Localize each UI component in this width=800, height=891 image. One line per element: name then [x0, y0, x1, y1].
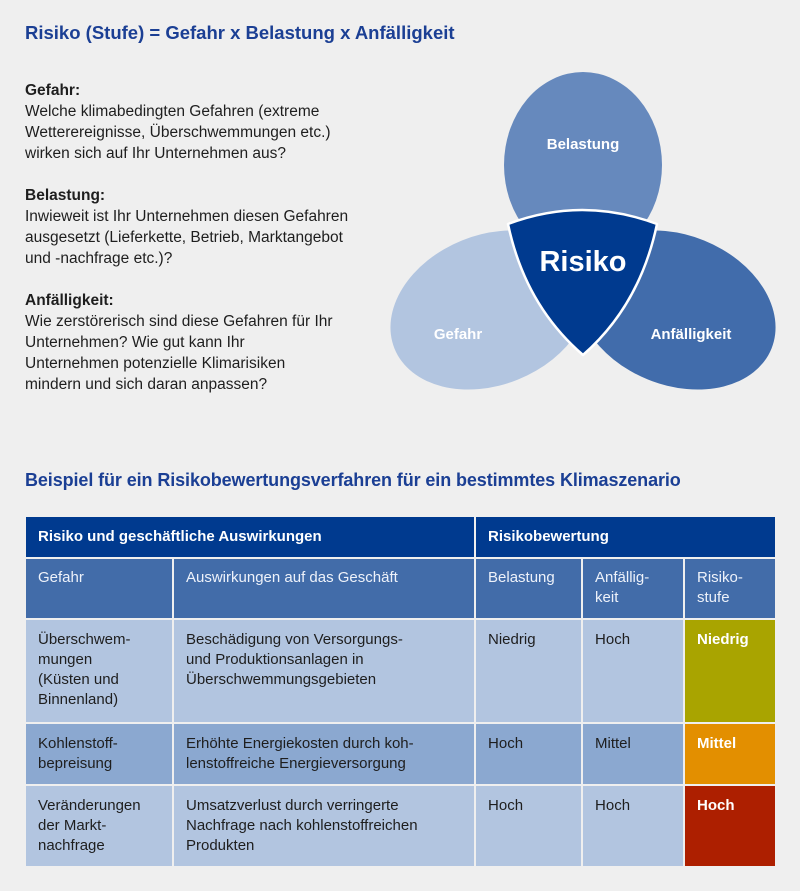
table-column-header-row — [25, 558, 776, 619]
venn-label-risiko: Risiko — [539, 246, 627, 278]
risk-assessment-table — [24, 515, 777, 868]
risk-venn-diagram — [380, 60, 800, 410]
table-row — [25, 723, 776, 785]
table-row — [25, 785, 776, 867]
definition-text: Inwieweit ist Ihr Unternehmen diesen Gefahren ausgesetzt (Lieferkette, Betrieb, Marktangebot und -nachfrage etc.)? — [25, 208, 349, 267]
cell-risikostufe: Mittel — [684, 723, 776, 785]
cell-anfaelligkeit: Hoch — [582, 785, 684, 867]
definition-text: Welche klimabedingten Gefahren (extreme Wetterereignisse, Überschwemmungen etc.) wirken sich auf Ihr Unternehmen aus? — [25, 103, 331, 162]
definition-term: Gefahr: — [25, 82, 81, 99]
cell-belastung: Hoch — [475, 785, 582, 867]
column-header-risikostufe: Risiko- stufe — [684, 558, 776, 619]
cell-risikostufe: Niedrig — [684, 619, 776, 723]
definition-term: Belastung: — [25, 187, 106, 204]
column-header-gefahr: Gefahr — [25, 558, 173, 619]
definition-anfaelligkeit — [25, 290, 385, 395]
group-header-risiko: Risiko und geschäftliche Auswirkungen — [25, 516, 475, 558]
cell-gefahr: Kohlenstoff- bepreisung — [25, 723, 173, 785]
cell-gefahr: Veränderungen der Markt- nachfrage — [25, 785, 173, 867]
definition-gefahr — [25, 80, 385, 164]
page-title: Risiko (Stufe) = Gefahr x Belastung x Anfälligkeit — [25, 22, 455, 43]
cell-anfaelligkeit: Mittel — [582, 723, 684, 785]
venn-label-anfaelligkeit: Anfälligkeit — [650, 326, 732, 343]
table-title: Beispiel für ein Risikobewertungsverfahren für ein bestimmtes Klimaszenario — [25, 470, 681, 490]
definition-belastung — [25, 185, 385, 269]
venn-label-belastung: Belastung — [546, 136, 620, 153]
table-group-header-row — [25, 516, 776, 558]
cell-auswirkung: Erhöhte Energiekosten durch koh- lenstoffreiche Energieversorgung — [173, 723, 475, 785]
cell-belastung: Hoch — [475, 723, 582, 785]
table-row — [25, 619, 776, 723]
definitions — [25, 80, 385, 416]
column-header-anfaelligkeit: Anfällig- keit — [582, 558, 684, 619]
definition-text: Wie zerstörerisch sind diese Gefahren für Ihr Unternehmen? Wie gut kann Ihr Unternehmen potenzielle Klimarisiken mindern und sich daran anpassen? — [25, 313, 333, 393]
cell-gefahr: Überschwem- mungen (Küsten und Binnenland) — [25, 619, 173, 723]
group-header-risikobewertung: Risikobewertung — [475, 516, 776, 558]
column-header-auswirkungen: Auswirkungen auf das Geschäft — [173, 558, 475, 619]
definition-term: Anfälligkeit: — [25, 292, 114, 309]
cell-anfaelligkeit: Hoch — [582, 619, 684, 723]
venn-label-gefahr: Gefahr — [433, 326, 483, 343]
cell-auswirkung: Umsatzverlust durch verringerte Nachfrage nach kohlenstoffreichen Produkten — [173, 785, 475, 867]
cell-belastung: Niedrig — [475, 619, 582, 723]
cell-risikostufe: Hoch — [684, 785, 776, 867]
column-header-belastung: Belastung — [475, 558, 582, 619]
cell-auswirkung: Beschädigung von Versorgungs- und Produktionsanlagen in Überschwemmungsgebieten — [173, 619, 475, 723]
